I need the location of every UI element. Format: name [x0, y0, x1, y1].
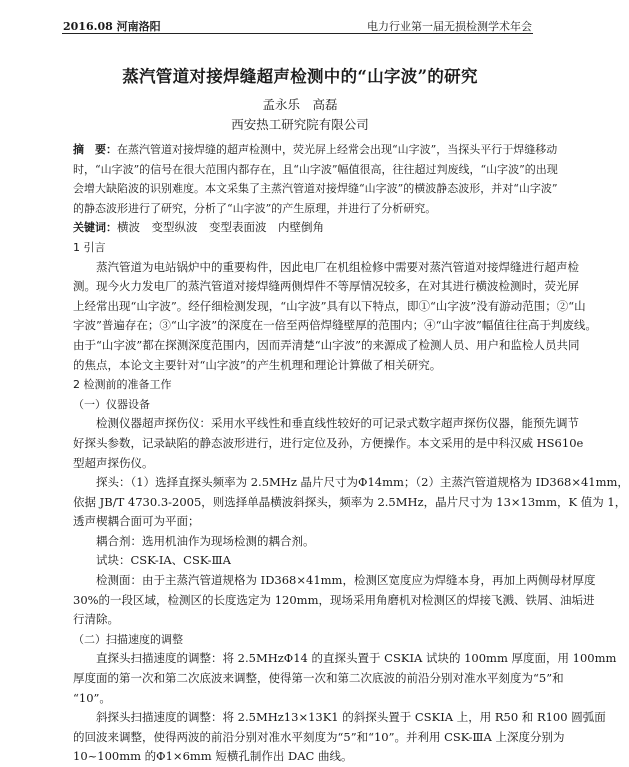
- paragraph-line: 探头：（1）选择直探头频率为 2.5MHz 晶片尺寸为Φ14mm；（2）主蒸汽管道规格为 ID368×41mm，: [96, 475, 629, 490]
- paragraph-line: 型超声探伤仪。: [73, 455, 154, 470]
- abstract-line: 时，“山字波”的信号在很大范围内都存在，且“山字波”幅值很高，往往超过判废线，“山字波”的出现: [73, 162, 558, 176]
- running-header-right: 电力行业第一届无损检测学术年会: [367, 20, 532, 33]
- paragraph-line: “10”。: [73, 690, 111, 705]
- header-rule: [62, 33, 533, 34]
- paragraph-line: 的回波来调整，使得两波的前沿分别对准水平刻度为“5”和“10”。并利用 CSK-ⅢA 上深度分别为: [73, 729, 565, 744]
- paragraph-line: 字波”普遍存在；③“山字波”的深度在一倍至两倍焊缝壁厚的范围内；④“山字波”幅值往往高于判废线。: [73, 318, 597, 333]
- paragraph-line: 测。现今火力发电厂的蒸汽管道对接焊缝两侧焊件不等厚情况较多，在对其进行横波检测时，荧光屏: [73, 279, 579, 294]
- abstract-line: [73, 140, 558, 160]
- paragraph-line: 蒸汽管道为电站锅炉中的重要构件，因此电厂在机组检修中需要对蒸汽管道对接焊缝进行超声检: [96, 259, 579, 274]
- paragraph-line: 行清除。: [73, 612, 119, 627]
- abstract-text: 在蒸汽管道对接焊缝的超声检测中，荧光屏上经常会出现“山字波”，当探头平行于焊缝移动: [117, 143, 558, 156]
- paragraph-line: 试块：CSK-ⅠA、CSK-ⅢA: [96, 553, 231, 568]
- paragraph-line: 依据 JB/T 4730.3-2005，则选择单晶横波斜探头，频率为 2.5MHz，晶片尺寸为 13×13mm，K 值为 1，: [73, 494, 627, 509]
- paper-body: [73, 140, 629, 767]
- section-heading: （二）扫描速度的调整: [73, 632, 183, 646]
- authors: 孟永乐 高磊: [262, 97, 338, 112]
- paragraph-line: 10~100mm 的Φ1×6mm 短横孔制作出 DAC 曲线。: [73, 749, 353, 764]
- paragraph-line: 检测仪器超声探伤仪：采用水平线性和垂直线性较好的可记录式数字超声探伤仪器，能预先调节: [96, 416, 579, 431]
- section-heading: 1 引言: [73, 240, 106, 254]
- paragraph-line: 好探头参数，记录缺陷的静态波形进行，进行定位及孙，方便操作。本文采用的是中科汉威 HS610e: [73, 435, 584, 450]
- keywords: [73, 218, 533, 238]
- running-header-left: 2016.08 河南洛阳: [63, 20, 161, 33]
- keywords-label: 关键词：: [73, 221, 117, 235]
- paragraph-line: 上经常出现“山字波”。经仔细检测发现，“山字波”具有以下特点，即①“山字波”没有游动范围；②“山: [73, 298, 586, 313]
- paragraph-line: 厚度面的第一次和第二次底波来调整，使得第一次和第二次底波的前沿分别对准水平刻度为“5”和: [73, 671, 564, 686]
- section-heading: 2 检测前的准备工作: [73, 378, 172, 392]
- sections: [73, 238, 629, 767]
- paragraph-line: 直探头扫描速度的调整：将 2.5MHzΦ14 的直探头置于 CSKⅠA 试块的 100mm 厚度面，用 100mm: [96, 651, 617, 666]
- paper-title: 蒸汽管道对接焊缝超声检测中的“山字波”的研究: [122, 67, 478, 86]
- affiliation: 西安热工研究院有限公司: [231, 117, 369, 132]
- keywords-text: 横波 变型纵波 变型表面波 内壁倒角: [117, 220, 324, 235]
- paragraph-line: 斜探头扫描速度的调整：将 2.5MHz13×13K1 的斜探头置于 CSKⅠA 上，用 R50 和 R100 圆弧面: [96, 710, 606, 725]
- paragraph-line: 的焦点，本论文主要针对“山字波”的产生机理和理论计算做了相关研究。: [73, 357, 442, 372]
- paragraph-line: 检测面：由于主蒸汽管道规格为 ID368×41mm，检测区宽度应为焊缝本身，再加上两侧母材厚度: [96, 573, 596, 588]
- abstract-label: 摘 要：: [73, 143, 117, 156]
- section-heading: （一）仪器设备: [73, 397, 150, 411]
- paragraph-line: 由于“山字波”都在探测深度范围内，因而弄清楚“山字波”的来源成了检测人员、用户和监检人员共同: [73, 337, 580, 352]
- abstract-line: 会增大缺陷波的识别难度。本文采集了主蒸汽管道对接焊缝“山字波”的横波静态波形，并对“山字波”: [73, 182, 558, 196]
- abstract: [73, 140, 558, 218]
- abstract-line: 的静态波形进行了研究，分析了“山字波”的产生原理，并进行了分析研究。: [73, 201, 437, 215]
- paragraph-line: 耦合剂：选用机油作为现场检测的耦合剂。: [96, 533, 315, 548]
- paragraph-line: 透声楔耦合面可为平面；: [73, 514, 200, 529]
- paragraph-line: 30%的一段区域，检测区的长度选定为 120mm，现场采用角磨机对检测区的焊接飞溅、铁屑、油垢进: [73, 592, 595, 607]
